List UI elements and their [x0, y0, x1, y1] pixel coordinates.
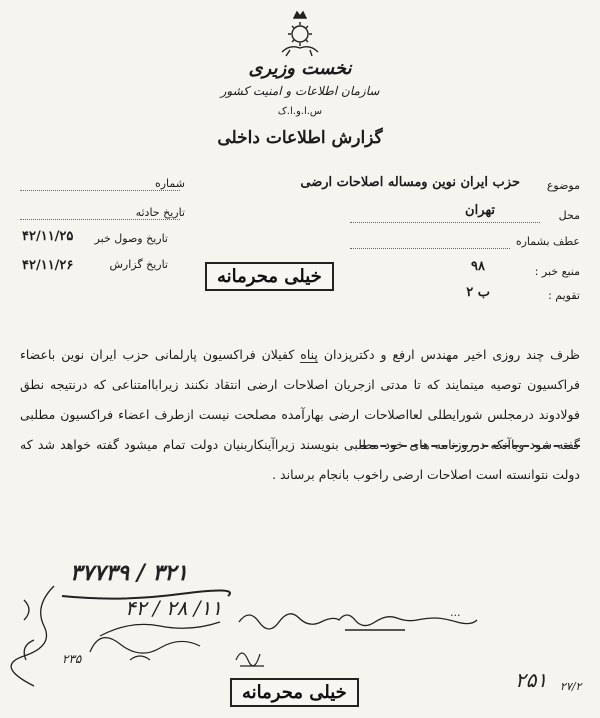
ministry-name: نخست وزیری	[248, 58, 352, 79]
body-underlined-name: پناه	[300, 347, 318, 362]
handwritten-corner-date: ۲۷/۲	[560, 680, 582, 693]
handwritten-note-row1: ...	[450, 606, 461, 619]
handwritten-initials-icon	[232, 640, 272, 670]
reference-label: عطف بشماره	[515, 235, 580, 248]
organization-code: س.ا.و.ا.ک	[277, 106, 323, 117]
incident-date-label: تاریخ حادثه	[135, 206, 185, 219]
report-body	[20, 340, 580, 490]
handwritten-note-row2: ۲۳۵	[62, 652, 82, 666]
handwritten-date: ۱۱/ ۲۸ / ۴۲	[125, 596, 223, 620]
report-date-value: ۴۲/۱۱/۲۶	[22, 258, 74, 273]
incident-date-dotted-line	[20, 219, 180, 220]
body-rest: حزب ایران نوین باعضاء فراکسیون توصیه مینمایند که تا مدتی ازجریان اصلاحات ارضی انتقاد نکنند زیراباامتناعی که درنتیجه نطق فولادوند درمجلس شورایطلی لعااصلاحات ارضی بهارآمده مصلحت نیست ازطرف اعضاء فراکسیون مطلبی گفته شود وباآنکه درروزنامه های خود مطلبی بنویسند زیراآینکاربنیان دولت تمام میشود گفته خواهد شد که دولت نتوانسته است اصلاحات ارضی راخوب بانجام برساند .	[20, 347, 580, 482]
received-date-value: ۴۲/۱۱/۲۵	[22, 229, 74, 244]
received-date-label: تاریخ وصول خبر	[94, 232, 168, 245]
report-date-label: تاریخ گزارش	[109, 258, 168, 271]
number-label: شماره	[154, 177, 185, 190]
source-value: ۹۸	[471, 259, 485, 274]
rating-value: ب ۲	[466, 285, 490, 300]
body-line1-before: ظرف چند روزی اخیر مهندس ارفع و دکترپزدان	[323, 347, 580, 362]
lion-and-sun-emblem-icon	[272, 8, 328, 60]
classification-stamp-bottom: خیلی محرمانه	[230, 678, 359, 707]
source-label: منبع خبر :	[534, 265, 580, 278]
classification-stamp-top: خیلی محرمانه	[205, 262, 334, 291]
number-dotted-line	[20, 190, 180, 191]
rating-label: تقویم :	[548, 289, 580, 302]
report-title: گزارش اطلاعات داخلی	[217, 128, 383, 148]
handwritten-corner-reference: ۲۵۱	[515, 668, 548, 692]
subject-value: حزب ایران نوین ومساله اصلاحات ارضی	[300, 175, 520, 190]
body-line1-after: کفیلان فراکسیون پارلمانی	[154, 347, 295, 362]
subject-label: موضوع	[546, 179, 580, 192]
dashed-emphasis-rule	[360, 445, 580, 447]
place-dotted-line	[350, 222, 540, 223]
place-value: تهران	[465, 203, 495, 218]
reference-dotted-line	[350, 248, 510, 249]
handwritten-annotation-scribble-icon	[235, 600, 535, 640]
handwritten-file-number: ۳۲۱ / ۳۷۷۳۹	[70, 560, 188, 586]
organization-name: سازمان اطلاعات و امنیت کشور	[220, 84, 380, 98]
place-label: محل	[558, 209, 580, 222]
